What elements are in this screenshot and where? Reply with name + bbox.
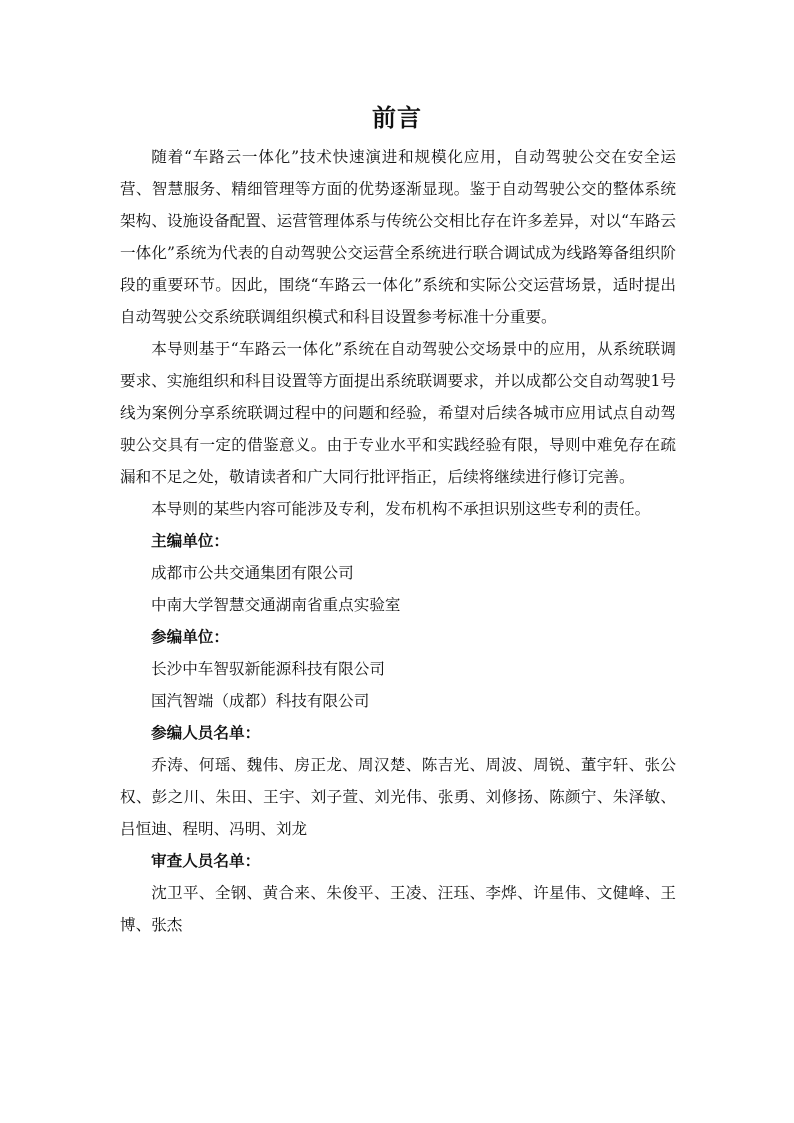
- contributors-names: 乔涛、何瑶、魏伟、房正龙、周汉楚、陈吉光、周波、周锐、董宇轩、张公权、彭之川、朱田、王宇、刘子萱、刘光伟、张勇、刘修扬、陈颜宁、朱泽敏、吕恒迪、程明、冯明、刘龙: [120, 756, 676, 838]
- preface-paragraph-3: 本导则的某些内容可能涉及专利，发布机构不承担识别这些专利的责任。: [151, 500, 651, 518]
- document-body: [120, 141, 676, 941]
- chief-editor-unit: 中南大学智慧交通湖南省重点实验室: [151, 596, 401, 614]
- preface-paragraph-2: 本导则基于“车路云一体化”系统在自动驾驶公交场景中的应用，从系统联调要求、实施组织和科目设置等方面提出系统联调要求，并以成都公交自动驾驶1号线为案例分享系统联调过程中的问题和经验，希望对后续各城市应用试点自动驾驶公交具有一定的借鉴意义。由于专业水平和实践经验有限，导则中难免存在疏漏和不足之处，敬请读者和广大同行批评指正，后续将继续进行修订完善。: [120, 340, 676, 486]
- reviewers-names: 沈卫平、全钢、黄合来、朱俊平、王凌、汪珏、李烨、许星伟、文健峰、王博、张杰: [120, 884, 676, 934]
- page-title: 前言: [372, 104, 422, 132]
- reviewers-label: 审查人员名单：: [151, 852, 261, 870]
- preface-paragraph-1: 随着“车路云一体化”技术快速演进和规模化应用，自动驾驶公交在安全运营、智慧服务、精细管理等方面的优势逐渐显现。鉴于自动驾驶公交的整体系统架构、设施设备配置、运营管理体系与传统公交相比存在许多差异，对以“车路云一体化”系统为代表的自动驾驶公交运营全系统进行联合调试成为线路筹备组织阶段的重要环节。因此，围绕“车路云一体化”系统和实际公交运营场景，适时提出自动驾驶公交系统联调组织模式和科目设置参考标准十分重要。: [120, 148, 676, 326]
- co-editor-unit: 长沙中车智驭新能源科技有限公司: [151, 660, 385, 678]
- co-editor-label: 参编单位：: [151, 628, 229, 646]
- chief-editor-label: 主编单位：: [151, 532, 229, 550]
- contributors-label: 参编人员名单：: [151, 724, 261, 742]
- co-editor-unit: 国汽智端（成都）科技有限公司: [151, 692, 370, 710]
- chief-editor-unit: 成都市公共交通集团有限公司: [151, 564, 354, 582]
